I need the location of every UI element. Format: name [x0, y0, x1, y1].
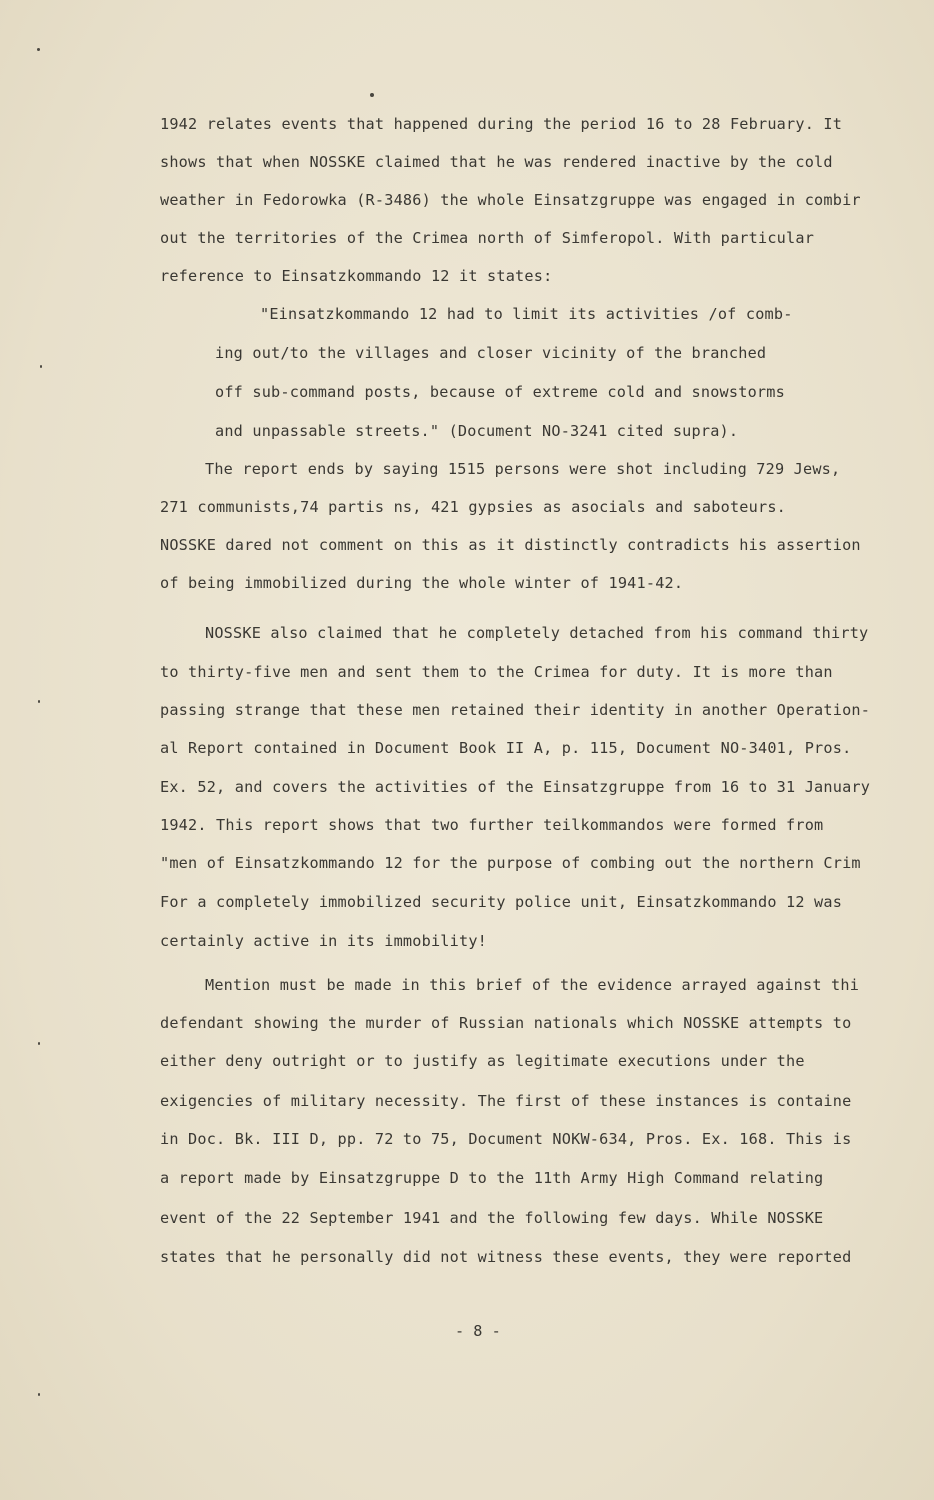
quote-line: and unpassable streets." (Document NO-3241 cited supra).	[215, 422, 739, 440]
text-line: either deny outright or to justify as legitimate executions under the	[160, 1052, 805, 1070]
text-line: 1942 relates events that happened during the period 16 to 28 February. It	[160, 115, 843, 133]
ink-speck	[40, 365, 42, 368]
ink-speck	[37, 48, 40, 51]
quote-line: ing out/to the villages and closer vicinity of the branched	[215, 344, 767, 362]
ink-speck	[38, 1393, 40, 1396]
text-line: Ex. 52, and covers the activities of the Einsatzgruppe from 16 to 31 January	[160, 778, 871, 796]
quote-line: off sub-command posts, because of extreme cold and snowstorms	[215, 383, 785, 401]
text-line: NOSSKE dared not comment on this as it distinctly contradicts his assertion	[160, 536, 861, 554]
page-number: - 8 -	[455, 1322, 501, 1340]
text-line: out the territories of the Crimea north of Simferopol. With particular	[160, 229, 815, 247]
text-line: The report ends by saying 1515 persons were shot including 729 Jews,	[205, 460, 841, 478]
text-line: 271 communists,74 partis ns, 421 gypsies as asocials and saboteurs.	[160, 498, 787, 516]
text-line: reference to Einsatzkommando 12 it states:	[160, 267, 553, 285]
text-line: 1942. This report shows that two further teilkommandos were formed from	[160, 816, 824, 834]
text-line: exigencies of military necessity. The first of these instances is containe	[160, 1092, 852, 1110]
text-line: Mention must be made in this brief of the evidence arrayed against thi	[205, 976, 860, 994]
text-line: "men of Einsatzkommando 12 for the purpose of combing out the northern Crim	[160, 854, 861, 872]
ink-speck	[38, 700, 40, 703]
text-line: states that he personally did not witness these events, they were reported	[160, 1248, 852, 1266]
text-line: For a completely immobilized security police unit, Einsatzkommando 12 was	[160, 893, 843, 911]
ink-speck	[38, 1042, 40, 1045]
text-line: event of the 22 September 1941 and the following few days. While NOSSKE	[160, 1209, 824, 1227]
text-line: a report made by Einsatzgruppe D to the 11th Army High Command relating	[160, 1169, 824, 1187]
text-line: of being immobilized during the whole winter of 1941-42.	[160, 574, 684, 592]
quote-line: "Einsatzkommando 12 had to limit its activities /of comb-	[260, 305, 793, 323]
text-line: certainly active in its immobility!	[160, 932, 488, 950]
text-line: defendant showing the murder of Russian nationals which NOSSKE attempts to	[160, 1014, 852, 1032]
text-line: passing strange that these men retained their identity in another Operation-	[160, 701, 871, 719]
text-line: NOSSKE also claimed that he completely detached from his command thirty	[205, 624, 869, 642]
text-line: to thirty-five men and sent them to the Crimea for duty. It is more than	[160, 663, 833, 681]
ink-speck	[370, 93, 374, 97]
text-line: in Doc. Bk. III D, pp. 72 to 75, Document NOKW-634, Pros. Ex. 168. This is	[160, 1130, 852, 1148]
text-line: al Report contained in Document Book II A, p. 115, Document NO-3401, Pros.	[160, 739, 852, 757]
text-line: weather in Fedorowka (R-3486) the whole Einsatzgruppe was engaged in combir	[160, 191, 861, 209]
text-line: shows that when NOSSKE claimed that he was rendered inactive by the cold	[160, 153, 833, 171]
